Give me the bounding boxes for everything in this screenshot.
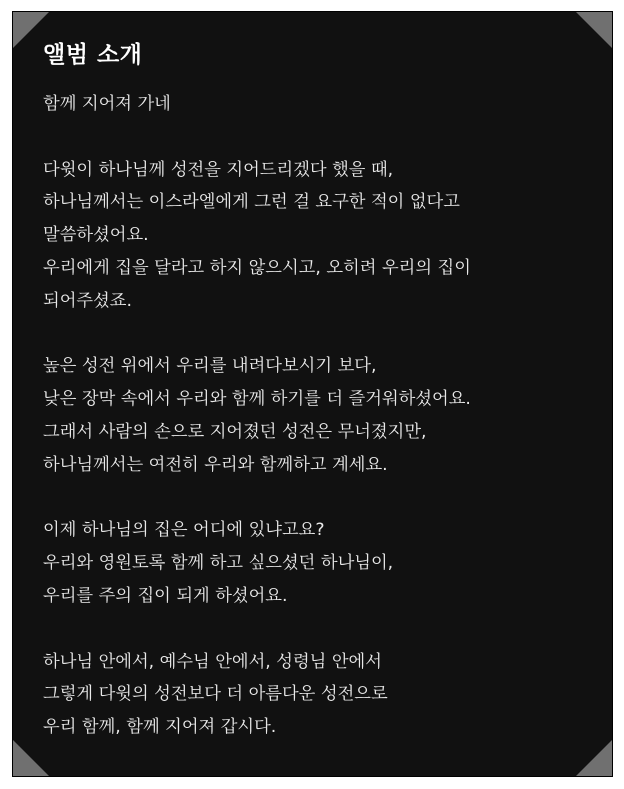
text-line: 낮은 장막 속에서 우리와 함께 하기를 더 즐거워하셨어요. (43, 389, 471, 410)
text-line: 높은 성전 위에서 우리를 내려다보시기 보다, (43, 356, 377, 377)
text-line: 그래서 사람의 손으로 지어졌던 성전은 무너졌지만, (43, 421, 427, 442)
text-line: 우리에게 집을 달라고 하지 않으시고, 오히려 우리의 집이 (43, 257, 471, 278)
text-line: 하나님께서는 여전히 우리와 함께하고 계세요. (43, 454, 388, 475)
subtitle: 함께 지어져 가네 (43, 94, 171, 114)
text-line: 하나님께서는 이스라엘에게 그런 걸 요구한 적이 없다고 (43, 192, 460, 213)
album-intro-card (12, 11, 613, 777)
photo-corner-bottom-right (576, 740, 612, 776)
text-line: 우리와 영원토록 함께 하고 싶으셨던 하나님이, (43, 553, 394, 574)
text-line: 이제 하나님의 집은 어디에 있냐고요? (43, 520, 325, 541)
text-line: 되어주셨죠. (43, 290, 132, 311)
text-line: 말씀하셨어요. (43, 225, 149, 246)
intro-text (43, 88, 593, 744)
page-title: 앨범 소개 (43, 42, 143, 68)
text-line: 우리를 주의 집이 되게 하셨어요. (43, 585, 288, 606)
text-line: 우리 함께, 함께 지어져 갑시다. (43, 717, 277, 738)
photo-corner-top-right (576, 12, 612, 48)
text-line: 다윗이 하나님께 성전을 지어드리겠다 했을 때, (43, 159, 394, 180)
text-line: 하나님 안에서, 예수님 안에서, 성령님 안에서 (43, 651, 382, 672)
photo-corner-bottom-left (13, 740, 49, 776)
text-line: 그렇게 다윗의 성전보다 더 아름다운 성전으로 (43, 684, 388, 705)
